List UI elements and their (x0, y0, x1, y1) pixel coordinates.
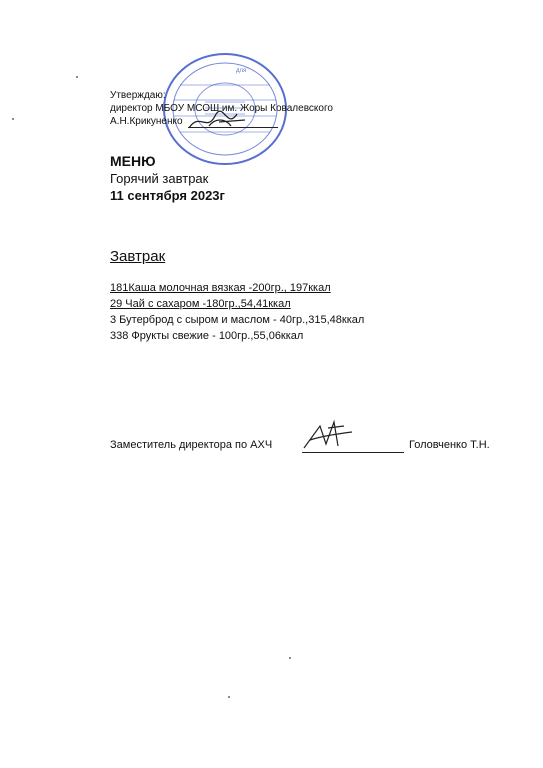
menu-date: 11 сентября 2023г (110, 188, 225, 203)
scan-speck (76, 76, 78, 78)
menu-item: 29 Чай с сахаром -180гр.,54,41ккал (110, 298, 291, 310)
svg-text:для: для (236, 68, 247, 74)
deputy-signature (300, 416, 360, 454)
approval-line-1: Утверждаю: (110, 90, 166, 101)
menu-item: 338 Фрукты свежие - 100гр.,55,06ккал (110, 330, 304, 342)
menu-item: 181Каша молочная вязкая -200гр., 197ккал (110, 282, 331, 294)
scan-speck (289, 657, 291, 659)
director-signature (185, 108, 255, 134)
menu-title: МЕНЮ (110, 153, 156, 169)
approval-line-3: А.Н.Крикуненко (110, 116, 183, 127)
scan-speck (12, 118, 14, 120)
scan-speck (228, 696, 230, 698)
section-title: Завтрак (110, 248, 166, 265)
footer-position: Заместитель директора по АХЧ (110, 439, 273, 451)
footer-name: Головченко Т.Н. (409, 439, 490, 451)
menu-item: 3 Бутерброд с сыром и маслом - 40гр.,315,48ккал (110, 314, 365, 326)
approval-line-2: директор МБОУ МСОШ им. Жоры Ковалевского (110, 103, 333, 114)
menu-subtitle: Горячий завтрак (110, 171, 209, 186)
